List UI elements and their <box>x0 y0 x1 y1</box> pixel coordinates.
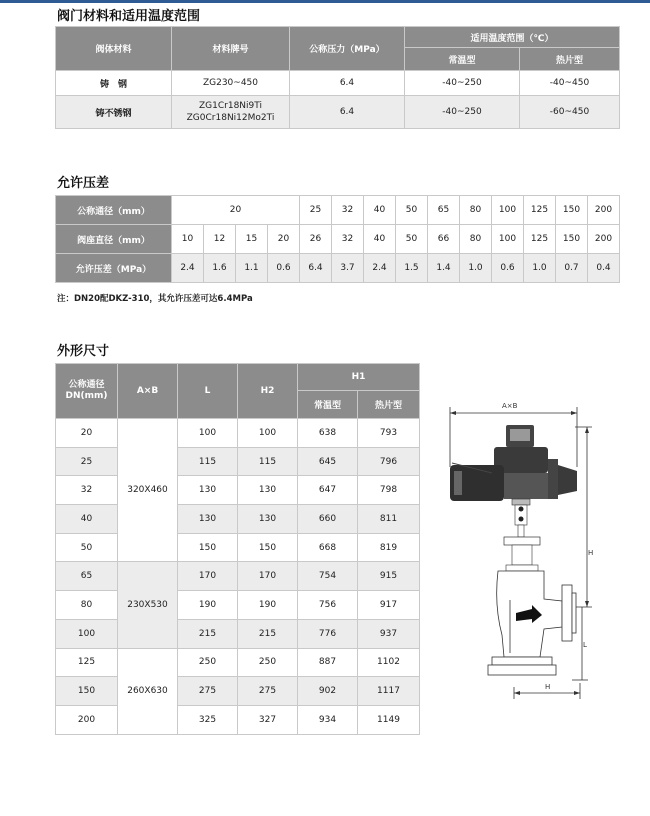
footnote: 注：DN20配DKZ-310，其允许压差可达6.4MPa <box>57 294 253 304</box>
cell-dn: 80 <box>460 196 492 225</box>
header-h1: H1 <box>298 364 420 391</box>
cell-dn: 32 <box>56 476 118 505</box>
table-row <box>56 591 420 620</box>
actuator-icon <box>450 425 577 501</box>
table-row <box>56 505 420 534</box>
table-row <box>56 96 620 129</box>
cell-dn: 200 <box>56 705 118 734</box>
materials-table <box>55 26 620 129</box>
cell-h1-heat: 798 <box>358 476 420 505</box>
table-row <box>56 419 420 448</box>
cell-pressure-diff: 1.0 <box>460 254 492 283</box>
cell-dn: 150 <box>556 196 588 225</box>
label-l: L <box>583 641 587 649</box>
cell-pressure-diff: 2.4 <box>172 254 204 283</box>
cell-h1-heat: 811 <box>358 505 420 534</box>
cell-dn: 20 <box>56 419 118 448</box>
cell-l: 130 <box>178 476 238 505</box>
cell-normal: -40~250 <box>405 96 520 129</box>
cell-seat: 150 <box>556 225 588 254</box>
cell-dn: 40 <box>364 196 396 225</box>
header-heat-sink-type: 热片型 <box>520 48 620 71</box>
cell-h1-heat: 1149 <box>358 705 420 734</box>
table-row <box>56 648 420 677</box>
cell-seat: 20 <box>268 225 300 254</box>
pressure-diff-table <box>55 195 620 283</box>
cell-l: 275 <box>178 677 238 706</box>
cell-dn: 32 <box>332 196 364 225</box>
header-h2: H2 <box>238 364 298 419</box>
header-material-grade: 材料牌号 <box>172 27 290 71</box>
cell-h2: 170 <box>238 562 298 591</box>
cell-h2: 250 <box>238 648 298 677</box>
cell-heat: -60~450 <box>520 96 620 129</box>
cell-dn: 125 <box>524 196 556 225</box>
cell-pressure-diff: 1.5 <box>396 254 428 283</box>
cell-pressure-diff: 1.1 <box>236 254 268 283</box>
header-temp-range: 适用温度范围（℃） <box>405 27 620 48</box>
cell-h1-normal: 660 <box>298 505 358 534</box>
cell-h1-heat: 1117 <box>358 677 420 706</box>
cell-h1-normal: 756 <box>298 591 358 620</box>
cell-dn: 25 <box>56 447 118 476</box>
header-nominal-pressure: 公称压力（MPa） <box>290 27 405 71</box>
cell-pressure-diff: 0.6 <box>492 254 524 283</box>
cell-axb: 260X630 <box>118 648 178 734</box>
header-axb: A×B <box>118 364 178 419</box>
header-l: L <box>178 364 238 419</box>
cell-l: 100 <box>178 419 238 448</box>
cell-axb: 320X460 <box>118 419 178 562</box>
label-axb: A×B <box>502 402 518 410</box>
cell-h2: 130 <box>238 476 298 505</box>
cell-seat: 50 <box>396 225 428 254</box>
table-row <box>56 619 420 648</box>
row-label-pressure-diff: 允许压差（MPa） <box>56 254 172 283</box>
cell-normal: -40~250 <box>405 71 520 96</box>
cell-pressure-diff: 0.4 <box>588 254 620 283</box>
label-h-bottom: H <box>545 683 551 691</box>
table-row-seat <box>56 225 620 254</box>
cell-pressure-diff: 3.7 <box>332 254 364 283</box>
row-label-seat: 阀座直径（mm） <box>56 225 172 254</box>
cell-l: 130 <box>178 505 238 534</box>
cell-h2: 100 <box>238 419 298 448</box>
cell-h1-normal: 887 <box>298 648 358 677</box>
dimensions-table <box>55 363 420 735</box>
stem-icon <box>504 499 540 571</box>
cell-seat: 100 <box>492 225 524 254</box>
cell-grade: ZG1Cr18Ni9Ti ZG0Cr18Ni12Mo2Ti <box>172 96 290 129</box>
cell-dn: 100 <box>492 196 524 225</box>
cell-l: 215 <box>178 619 238 648</box>
header-normal-type: 常温型 <box>405 48 520 71</box>
cell-pressure-diff: 0.7 <box>556 254 588 283</box>
label-h: H <box>588 549 594 557</box>
cell-seat: 15 <box>236 225 268 254</box>
cell-l: 325 <box>178 705 238 734</box>
cell-dn: 40 <box>56 505 118 534</box>
valve-body-icon <box>488 571 576 675</box>
top-bar <box>0 0 650 3</box>
cell-h1-heat: 937 <box>358 619 420 648</box>
table-row-pressure-diff <box>56 254 620 283</box>
cell-h1-normal: 647 <box>298 476 358 505</box>
cell-pressure-diff: 1.0 <box>524 254 556 283</box>
table-row <box>56 447 420 476</box>
cell-dn: 50 <box>56 533 118 562</box>
cell-dn: 200 <box>588 196 620 225</box>
cell-h2: 275 <box>238 677 298 706</box>
cell-seat: 10 <box>172 225 204 254</box>
cell-dn: 25 <box>300 196 332 225</box>
cell-h1-heat: 915 <box>358 562 420 591</box>
cell-seat: 80 <box>460 225 492 254</box>
table-row <box>56 562 420 591</box>
cell-pressure-diff: 1.4 <box>428 254 460 283</box>
cell-dn: 65 <box>428 196 460 225</box>
cell-seat: 32 <box>332 225 364 254</box>
cell-l: 170 <box>178 562 238 591</box>
cell-pressure-diff: 2.4 <box>364 254 396 283</box>
cell-h2: 190 <box>238 591 298 620</box>
table-row <box>56 476 420 505</box>
cell-l: 190 <box>178 591 238 620</box>
table-row <box>56 677 420 706</box>
cell-dn: 65 <box>56 562 118 591</box>
cell-material: 铸 钢 <box>56 71 172 96</box>
table-row-dn <box>56 196 620 225</box>
cell-h1-normal: 776 <box>298 619 358 648</box>
cell-dn: 50 <box>396 196 428 225</box>
cell-pressure: 6.4 <box>290 71 405 96</box>
cell-axb: 230X530 <box>118 562 178 648</box>
cell-dn: 100 <box>56 619 118 648</box>
row-label-dn: 公称通径（mm） <box>56 196 172 225</box>
cell-h1-normal: 754 <box>298 562 358 591</box>
cell-seat: 40 <box>364 225 396 254</box>
cell-pressure-diff: 0.6 <box>268 254 300 283</box>
cell-pressure-diff: 1.6 <box>204 254 236 283</box>
header-heat-sink-type: 热片型 <box>358 391 420 419</box>
cell-h1-heat: 917 <box>358 591 420 620</box>
table-row <box>56 533 420 562</box>
section-title-materials: 阀门材料和适用温度范围 <box>57 9 201 24</box>
cell-h2: 115 <box>238 447 298 476</box>
cell-h1-normal: 934 <box>298 705 358 734</box>
cell-h2: 150 <box>238 533 298 562</box>
section-title-dimensions: 外形尺寸 <box>57 344 110 359</box>
cell-heat: -40~450 <box>520 71 620 96</box>
section-title-pressure-diff: 允许压差 <box>57 176 110 191</box>
cell-l: 115 <box>178 447 238 476</box>
header-dn: 公称通径 DN(mm) <box>56 364 118 419</box>
cell-dn: 20 <box>172 196 300 225</box>
cell-grade: ZG230~450 <box>172 71 290 96</box>
cell-h2: 130 <box>238 505 298 534</box>
cell-h1-normal: 902 <box>298 677 358 706</box>
cell-h1-heat: 796 <box>358 447 420 476</box>
cell-l: 150 <box>178 533 238 562</box>
table-row <box>56 71 620 96</box>
header-body-material: 阀体材料 <box>56 27 172 71</box>
cell-seat: 200 <box>588 225 620 254</box>
cell-pressure-diff: 6.4 <box>300 254 332 283</box>
cell-h1-normal: 645 <box>298 447 358 476</box>
cell-seat: 66 <box>428 225 460 254</box>
header-normal-type: 常温型 <box>298 391 358 419</box>
cell-pressure: 6.4 <box>290 96 405 129</box>
cell-h1-normal: 638 <box>298 419 358 448</box>
cell-material: 铸不锈钢 <box>56 96 172 129</box>
cell-h1-heat: 793 <box>358 419 420 448</box>
cell-dn: 125 <box>56 648 118 677</box>
cell-h1-heat: 819 <box>358 533 420 562</box>
cell-seat: 12 <box>204 225 236 254</box>
cell-h2: 327 <box>238 705 298 734</box>
cell-h1-normal: 668 <box>298 533 358 562</box>
cell-l: 250 <box>178 648 238 677</box>
cell-seat: 125 <box>524 225 556 254</box>
cell-h2: 215 <box>238 619 298 648</box>
valve-dimension-diagram <box>432 395 607 700</box>
cell-seat: 26 <box>300 225 332 254</box>
cell-dn: 150 <box>56 677 118 706</box>
cell-dn: 80 <box>56 591 118 620</box>
table-row <box>56 705 420 734</box>
cell-h1-heat: 1102 <box>358 648 420 677</box>
